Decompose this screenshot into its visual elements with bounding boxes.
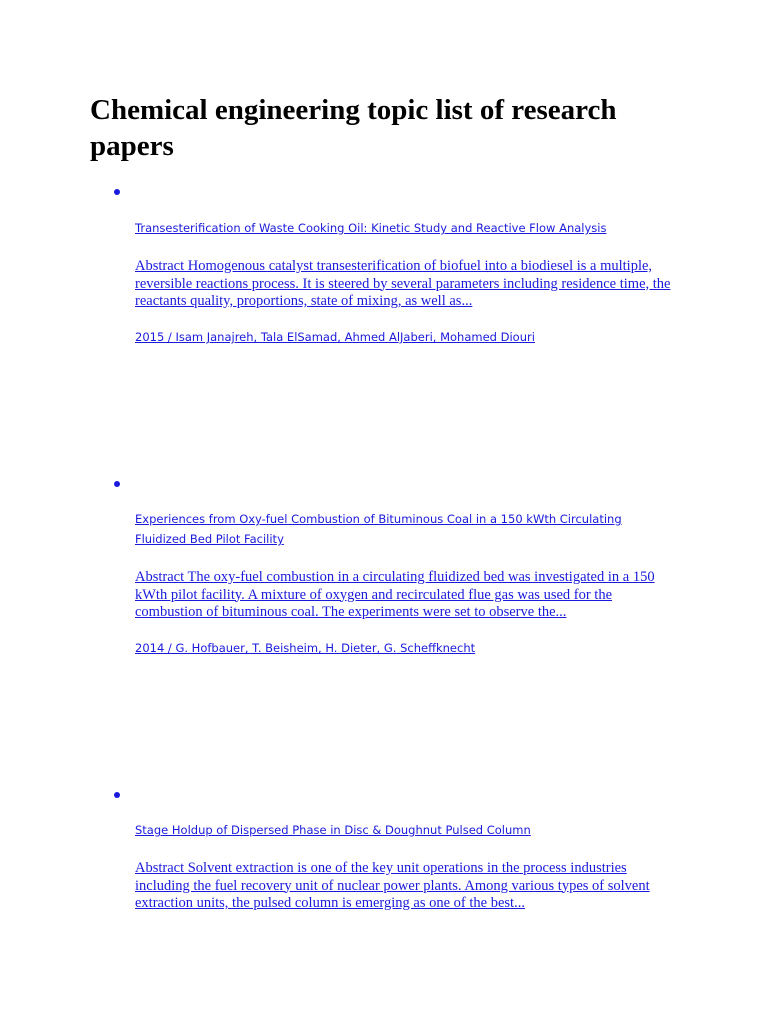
bullet-icon — [114, 481, 120, 487]
paper-title-link[interactable]: Transesterification of Waste Cooking Oil: Kinetic Study and Reactive Flow Analysis — [135, 221, 607, 235]
bullet-icon — [114, 189, 120, 195]
paper-abstract-link[interactable]: Abstract Solvent extraction is one of the key unit operations in the process industries including the fuel recovery unit of nuclear power plants. Among various types of solvent extraction units, the pulsed column is emerging as one of the best... — [135, 860, 650, 911]
paper-title-link[interactable]: Stage Holdup of Dispersed Phase in Disc & Doughnut Pulsed Column — [135, 823, 531, 837]
paper-abstract-link[interactable]: Abstract The oxy-fuel combustion in a circulating fluidized bed was investigated in a 150 kWth pilot facility. A mixture of oxygen and recirculated flue gas was used for the combustion of bituminous coal. The experiments were set to observe the... — [135, 569, 655, 620]
paper-meta-link[interactable]: 2014 / G. Hofbauer, T. Beisheim, H. Dieter, G. Scheffknecht — [135, 641, 476, 655]
paper-title-link[interactable]: Experiences from Oxy-fuel Combustion of Bituminous Coal in a 150 kWth Circulating Fluidized Bed Pilot Facility — [135, 512, 622, 546]
bullet-icon — [114, 792, 120, 798]
paper-meta-link[interactable]: 2015 / Isam Janajreh, Tala ElSamad, Ahmed AlJaberi, Mohamed Diouri — [135, 330, 535, 344]
page-title: Chemical engineering topic list of research papers — [90, 94, 617, 162]
paper-abstract-link[interactable]: Abstract Homogenous catalyst transesterification of biofuel into a biodiesel is a multiple, reversible reactions process. It is steered by several parameters including residence time, the reactants quality, proportions, state of mixing, as well as... — [135, 258, 671, 309]
